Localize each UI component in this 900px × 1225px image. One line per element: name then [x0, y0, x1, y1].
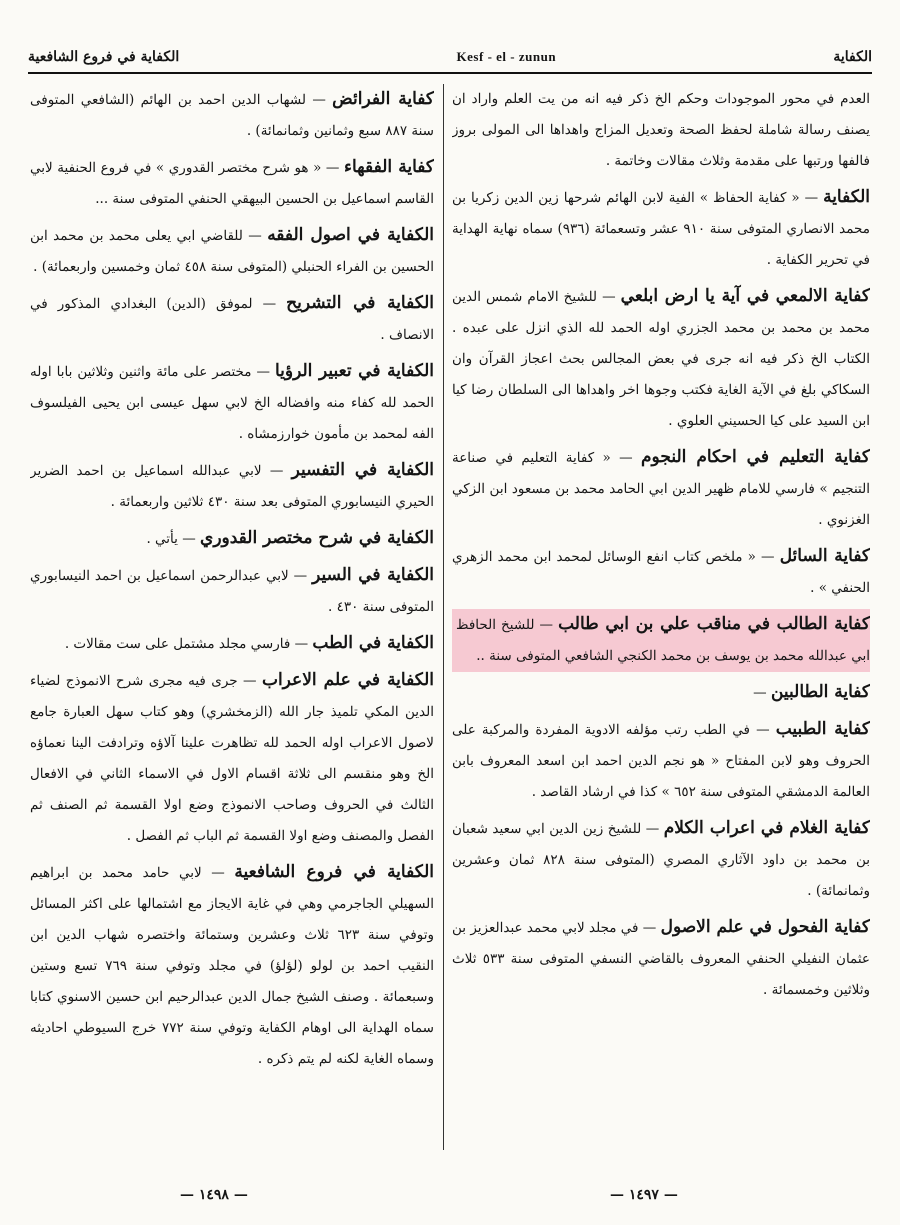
- entry-title: الكفاية في شرح مختصر القدوري: [200, 528, 434, 548]
- right-column: [452, 84, 870, 1165]
- entry: [30, 288, 434, 351]
- entry: [30, 152, 434, 215]
- entry: [30, 356, 434, 450]
- entry-text: — « كفاية الحفاظ » الفية لابن الهائم شرحها زين الدين زكريا بن محمد الانصاري المتوفى سنة ٩١٠ عشر وتسعمائة (٩٣٦) سماه نهاية الهداية في تحرير الكفاية .: [452, 190, 870, 268]
- header-center-title: Kesf - el - zunun: [456, 49, 557, 64]
- entry-title: كفاية الطالبين: [770, 682, 870, 702]
- entry: [452, 912, 870, 1006]
- entry-title: الكفاية في السير: [312, 565, 434, 585]
- entry: [452, 813, 870, 907]
- entry-title: كفاية الالمعي في آية يا ارض ابلعي: [620, 286, 870, 306]
- entry-title: الكفاية في فروع الشافعية: [234, 862, 434, 882]
- entry-text: — في مجلد لابي محمد عبدالعزيز بن عثمان النفيلي الحنفي المعروف بالقاضي النسفي المتوفى سنة ٥٣٣ ثلاث وثلاثين وخمسمائة .: [452, 920, 870, 998]
- entry-title: الكفاية: [823, 187, 870, 207]
- entry-title: الكفاية في الطب: [312, 633, 434, 653]
- entry: [30, 84, 434, 147]
- entry: [30, 220, 434, 283]
- entry-text: — لابي عبدالرحمن اسماعيل بن احمد النيسابوري المتوفى سنة ٤٣٠ .: [30, 568, 434, 615]
- entry-title: الكفاية في علم الاعراب: [261, 670, 434, 690]
- entry-title: كفاية الطالب في مناقب علي بن ابي طالب: [558, 614, 870, 634]
- entry-title: كفاية التعليم في احكام النجوم: [641, 447, 870, 467]
- entry-text: — « ملخص كتاب انفع الوسائل لمحمد ابن محمد الزهري الحنفي » .: [452, 549, 870, 596]
- entry: [30, 560, 434, 623]
- entry: [452, 541, 870, 604]
- entry: [452, 84, 870, 177]
- entry-title: كفاية السائل: [779, 546, 870, 566]
- column-divider: [443, 84, 444, 1150]
- entry-text: — لابي حامد محمد بن ابراهيم السهيلي الجاجرمي وهي في غاية الايجاز مع اشتمالها على اكثر المسائل وتوفي سنة ٦٢٣ ثلاث وعشرين وستمائة واختصره شهاب الدين ابن النقيب احمد بن لولو (لؤلؤ) في مجلد وتوفي سنة ٧٦٩ تسع وستين وسبعمائة . وصنف الشيخ جمال الدين عبدالرحيم ابن حسين الاسنوي كتابا سماه الهداية الى اوهام الكفاية وتوفي سنة ٧٧٢ خرج السيوطي احاديثه وسماه الغاية لكنه لم يتم ذكره .: [30, 865, 434, 1067]
- entry-text: — لابي عبدالله اسماعيل بن احمد الضرير الحيري النيسابوري المتوفى بعد سنة ٤٣٠ ثلاثين واربعمائة .: [30, 463, 434, 510]
- entry-title: الكفاية في تعبير الرؤيا: [274, 361, 434, 381]
- page-number-left: — ١٤٩٨ —: [180, 1187, 248, 1203]
- entry: [30, 523, 434, 555]
- entry: [452, 677, 870, 709]
- entry-title: كفاية الفحول في علم الاصول: [660, 917, 870, 937]
- entry: [452, 281, 870, 437]
- entry: [452, 714, 870, 808]
- entry-title: الكفاية في التفسير: [291, 460, 434, 480]
- entry-text: — للشيخ زين الدين ابي سعيد شعبان بن محمد بن داود الآثاري المصري (المتوفى سنة ٨٢٨ ثمان وعشرين وثمانمائة) .: [452, 821, 870, 899]
- entry-title: الكفاية في التشريح: [286, 293, 434, 313]
- entry-text: — في الطب رتب مؤلفه الادوية المفردة والمركبة على الحروف وهو لابن المفتاح « هو نجم الدين احمد ابن اسعد المعروف بابن العالمة الدمشقي المتوفى سنة ٦٥٢ » كذا في ارشاد القاصد .: [452, 722, 870, 800]
- page-header: [28, 44, 872, 70]
- entry-text: — فارسي مجلد مشتمل على ست مقالات .: [64, 636, 309, 652]
- entry: [30, 857, 434, 1075]
- entry-text: — يأتي .: [146, 531, 196, 547]
- left-column: [30, 84, 434, 1165]
- entry-text: — لشهاب الدين احمد بن الهائم (الشافعي المتوفى سنة ٨٨٧ سبع وثمانين وثمانمائة) .: [30, 92, 434, 139]
- entry: [30, 628, 434, 660]
- header-rule: [28, 72, 872, 74]
- highlighted-entry: [452, 609, 870, 672]
- entry-text: — للشيخ الحافظ ابي عبدالله محمد بن يوسف بن محمد الكنجي الشافعي المتوفى سنة ..: [456, 617, 870, 664]
- entry: [452, 442, 870, 536]
- entry-title: كفاية الطبيب: [775, 719, 870, 739]
- entry-text: — « كفاية التعليم في صناعة التنجيم » فارسي للامام ظهير الدين ابي الحامد محمد بن مسعود ابن الزكي الغزنوي .: [452, 450, 870, 528]
- entry-text: — « هو شرح مختصر القدوري » في فروع الحنفية لابي القاسم اسماعيل بن الحسين البيهقي الحنفي المتوفى سنة ...: [30, 160, 434, 207]
- entry-title: كفاية الغلام في اعراب الكلام: [663, 818, 870, 838]
- header-right-title: الكفاية: [833, 49, 872, 65]
- entry-title: الكفاية في اصول الفقه: [267, 225, 434, 245]
- page-number-right: — ١٤٩٧ —: [610, 1187, 678, 1203]
- entry-title: كفاية الفقهاء: [343, 157, 434, 177]
- entry-text: — مختصر على مائة واثنين وثلاثين بابا اوله الحمد لله كفاء منه وافضاله الخ لابي سهل عيسى ابن يحيى الفيلسوف الفه لمحمد بن مأمون خوارزمشاه .: [30, 364, 434, 442]
- entry-text: العدم في محور الموجودات وحكم الخ ذكر فيه انه من يت العلم واراد ان يصنف رسالة شاملة لحفظ الصحة وتعديل المزاج واهداها الى المولى بروز فالفها ورتبها على مقدمة وثلاث مقالات وخاتمة .: [452, 91, 870, 169]
- entry: [30, 665, 434, 852]
- entry: [452, 182, 870, 276]
- entry-title: كفاية الفرائض: [332, 89, 434, 109]
- entry-text: — للقاضي ابي يعلى محمد بن محمد ابن الحسين بن الفراء الحنبلي (المتوفى سنة ٤٥٨ ثمان وخمسين واربعمائة) .: [30, 228, 434, 275]
- entry-text: — جرى فيه مجرى شرح الانموذج لضياء الدين المكي تلميذ جار الله (الزمخشري) وهو كتاب سهل العبارة جامع لاصول الاعراب اوله الحمد لله تظاهرت علينا آلاؤه وترادفت الينا نعماؤه الخ وهو منقسم الى ثلاثة اقسام الاول في الاسماء الثاني في الافعال الثالث في الحروف وصاحب الانموذج وضع اولا القسمة ثم الصنف ثم الفصل والمصنف وضع اولا القسمة ثم الباب ثم الفصل .: [30, 673, 434, 844]
- entry-text: — لموفق (الدين) البغدادي المذكور في الانصاف .: [30, 296, 434, 343]
- entry-text: —: [753, 685, 767, 701]
- entry: [30, 455, 434, 518]
- entry-text: — للشيخ الامام شمس الدين محمد بن محمد بن محمد الجزري اوله الحمد لله الذي انزل على عبده . الكتاب الخ ذكر فيه انه جرى في بعض المجالس بحث اعجاز القرآن وان السكاكي بلغ في الآية الغاية فكتب وجوها اخر واهداها الى السلطان رضا كيا ابن السيد على كيا الحسيني العلوي .: [452, 289, 870, 429]
- header-left-title: الكفاية في فروع الشافعية: [28, 49, 180, 65]
